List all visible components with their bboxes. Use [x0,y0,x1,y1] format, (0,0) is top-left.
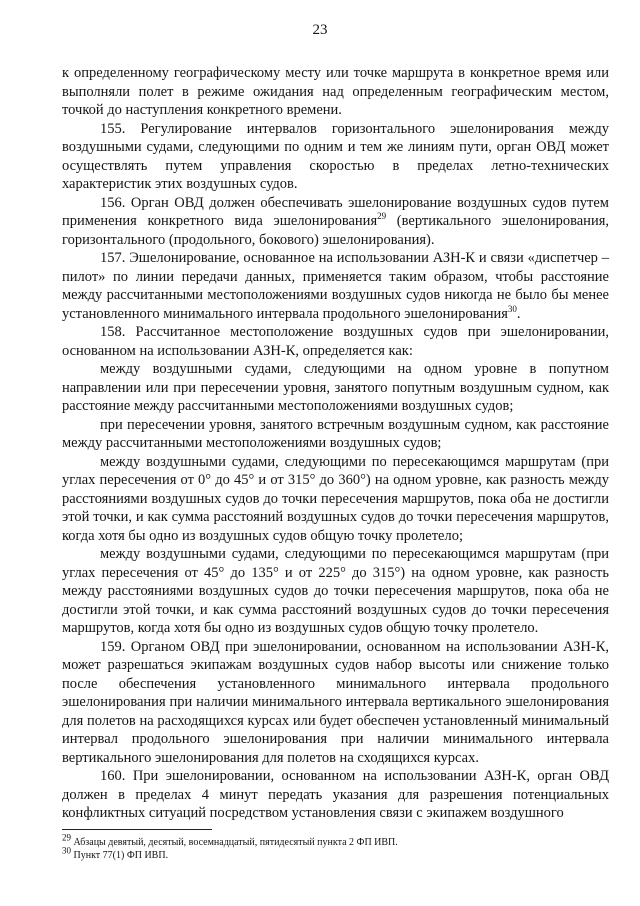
footnote-text: Пункт 77(1) ФП ИВП. [71,850,169,861]
page-number: 23 [312,22,328,38]
paragraph [62,194,609,250]
paragraph [62,249,609,323]
paragraph [62,638,609,768]
footnote [62,845,609,862]
paragraph [62,323,609,360]
paragraph [62,545,609,638]
paragraph [62,64,609,120]
footnotes [62,832,609,862]
paragraph [62,416,609,453]
paragraph-text: (вертикального эшелонирования, горизонтального (продольного, бокового) эшелонирования). [62,213,609,248]
paragraph-text: между воздушными судами, следующими по пересекающимся маршрутам (при углах пересечения от 45° до 135° и от 225° до 315°) на одном уровне, как разность между расстояниями воздушных судов до точки пересечения маршрутов, пока оба не достигли этой точки, и как сумма расстояний воздушных судов до точки пересечения маршрутов, когда хотя бы одно из воздушных судов общую точку пролетело. [62,546,609,636]
paragraph-text: к определенному географическому месту или точке маршрута в конкретное время или выполняли полет в режиме ожидания над определенным географическим местом, точкой до наступления конкретного времени. [62,65,609,118]
paragraph-text: 155. Регулирование интервалов горизонтального эшелонирования между воздушными судами, следующими по одним и тем же линиям пути, орган ОВД может осуществлять путем управления скоростью в пределах летно-технических характеристик этих воздушных судов. [62,120,609,192]
paragraph [62,453,609,546]
paragraph-text: 158. Рассчитанное местоположение воздушных судов при эшелонировании, основанном на использовании АЗН-К, определяется как: [62,324,609,359]
paragraph-text: 160. При эшелонировании, основанном на использовании АЗН-К, орган ОВД должен в пределах 4 минут передать указания для разрешения потенциальных конфликтных ситуаций посредством установления связи с экипажем воздушного [62,768,609,821]
footnote-divider [62,829,212,830]
footnote-text: Абзацы девятый, десятый, восемнадцатый, пятидесятый пункта 2 ФП ИВП. [71,837,398,848]
paragraph-text: между воздушными судами, следующими на одном уровне в попутном направлении или при пересечении уровня, занятого попутным воздушным судном, как расстояние между рассчитанными местоположениями воздушных судов; [62,361,609,414]
footnote-reference: 29 [377,211,387,222]
paragraph-text: 157. Эшелонирование, основанное на использовании АЗН-К и связи «диспетчер – пилот» по линии передачи данных, применяется таким образом, чтобы расстояние между рассчитанными местоположениями воздушных судов никогда не было бы менее установленного минимального интервала продольного эшелонирования [62,250,609,322]
paragraph [62,360,609,416]
paragraph-text: . [516,305,521,322]
footnote-marker: 30 [62,845,71,856]
paragraph-text: между воздушными судами, следующими по пересекающимся маршрутам (при углах пересечения от 0° до 45° и от 315° до 360°) на одном уровне, как разность между расстояниями воздушных судов до точки пересечения маршрутов, пока оба не достигли этой точки, и как сумма расстояний воздушных судов до точки пересечения маршрутов, когда хотя бы одно из воздушных судов общую точку пролетело; [62,453,609,544]
footnote [62,832,609,849]
paragraph-text: при пересечении уровня, занятого встречным воздушным судном, как расстояние между рассчитанными местоположениями воздушных судов; [62,416,609,451]
paragraph [62,767,609,823]
paragraph [62,120,609,194]
paragraph-text: 159. Органом ОВД при эшелонировании, основанном на использовании АЗН-К, может разрешаться экипажам воздушных судов набор высоты или снижение только после обеспечения установленного минимального интервала продольного эшелонирования при наличии минимального интервала вертикального эшелонирования для полетов на расходящихся курсах или будет обеспечен установленный минимальный интервал продольного эшелонирования при наличии минимального интервала вертикального эшелонирования для полетов на сходящихся курсах. [62,638,609,766]
footnote-reference: 30 [507,303,517,314]
footnote-marker: 29 [62,832,71,843]
paragraph-text: 156. Орган ОВД должен обеспечивать эшелонирование воздушных судов путем применения конкретного вида эшелонирования [62,194,609,229]
document-body [62,64,609,823]
